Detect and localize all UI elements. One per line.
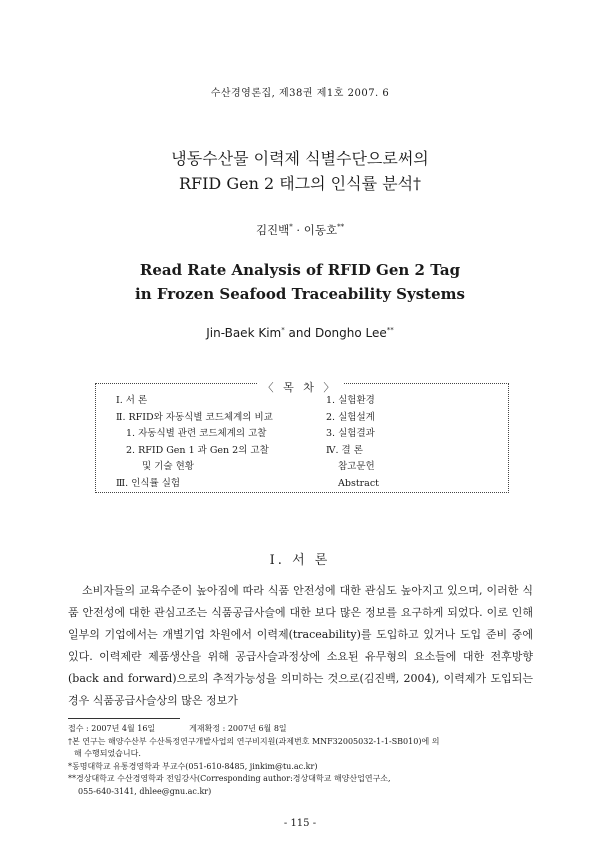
toc-right-column — [326, 393, 379, 492]
toc-item: Abstract — [338, 477, 379, 489]
english-authors — [0, 326, 600, 340]
author-ko-2-mark: ** — [337, 223, 345, 232]
toc-title — [0, 376, 600, 395]
author-ko-separator: · — [292, 223, 304, 237]
body-paragraph: 소비자들의 교육수준이 높아짐에 따라 식품 안전성에 대한 관심도 높아지고 있으며, 이러한 식품 안전성에 대한 관심고조는 식품공급사슬에 대한 보다 많은 정보를 요구하게 되었다. 이로 인해 일부의 기업에서는 개별기업 차원에서 이력제(traceability)를 도입하고 있거나 도입 준비 중에 있다. 이력제란 제품생산을 위해 공급사슬과정상에 소요된 유무형의 요소들에 대한 전후방향(back and forward)으로의 추적가능성을 의미하는 것으로(김진백, 2004), 이력제가 도입되는 경우 식품공급사슬상의 많은 정보가 — [68, 584, 533, 707]
korean-title-line2: RFID Gen 2 태그의 인식률 분석† — [178, 174, 422, 193]
journal-header: 수산경영론집, 제38권 제1호 2007. 6 — [210, 88, 390, 99]
footnote-author2: **경상대학교 수산경영학과 전임강사(Corresponding author:경상대학교 해양산업연구소, — [68, 774, 391, 783]
author-en-2: Dongho Lee — [314, 326, 387, 340]
toc-item: 2. 실험설계 — [326, 411, 375, 423]
toc-left-column — [116, 393, 273, 492]
author-en-2-mark: ** — [386, 326, 394, 334]
body-text — [68, 580, 533, 712]
toc-item: Ⅱ. RFID와 자동식별 코드체계의 비교 — [116, 411, 273, 423]
english-title — [0, 258, 600, 306]
toc-item: Ⅰ. 서 론 — [116, 395, 148, 406]
toc-title-text: 〈 목 차 〉 — [257, 381, 344, 394]
korean-authors — [0, 222, 600, 238]
footnote-author1: *동명대학교 유통경영학과 부교수(051-610-8485, jinkim@tu.ac.kr) — [68, 761, 318, 771]
footnote-dates — [68, 723, 538, 736]
footnote-funding-cont: 해 수행되었습니다. — [74, 749, 141, 758]
english-title-line2: in Frozen Seafood Traceability Systems — [135, 285, 465, 303]
footnote-author2-cont: 055-640-3141, dhlee@gnu.ac.kr) — [78, 786, 212, 796]
korean-title-line1: 냉동수산물 이력제 식별수단으로써의 — [171, 149, 429, 168]
author-en-and: and — [284, 326, 315, 340]
received-date: 접수 : 2007년 4월 16일 — [68, 724, 156, 733]
toc-item: 및 기술 현황 — [142, 461, 194, 472]
toc-item: 1. 실험환경 — [326, 395, 375, 406]
korean-title — [0, 146, 600, 196]
toc-item: Ⅲ. 인식률 실험 — [116, 477, 181, 489]
english-title-line1: Read Rate Analysis of RFID Gen 2 Tag — [139, 261, 461, 279]
toc-item: 2. RFID Gen 1 과 Gen 2의 고찰 — [126, 444, 269, 456]
section-heading: Ⅰ. 서 론 — [269, 553, 331, 568]
page-number: - 115 - — [283, 818, 317, 829]
footnote-divider — [68, 718, 180, 719]
author-ko-1-mark: * — [289, 223, 293, 232]
footnotes — [68, 723, 538, 798]
author-ko-2: 이동호 — [303, 223, 338, 237]
toc-item: Ⅳ. 결 론 — [326, 444, 363, 456]
author-en-1: Jin-Baek Kim — [206, 326, 282, 340]
toc-item: 참고문헌 — [338, 461, 375, 472]
toc-item: 3. 실험결과 — [326, 428, 375, 439]
footnote-funding: †본 연구는 해양수산부 수산특정연구개발사업의 연구비지원(과제번호 MNF32005032-1-1-SB010)에 의 — [68, 736, 440, 746]
toc-item: 1. 자동식별 관련 코드체계의 고찰 — [126, 428, 267, 439]
author-ko-1: 김진백 — [255, 223, 290, 237]
accepted-date: 게재확정 : 2007년 6월 8일 — [189, 724, 287, 733]
author-en-1-mark: * — [281, 326, 285, 334]
